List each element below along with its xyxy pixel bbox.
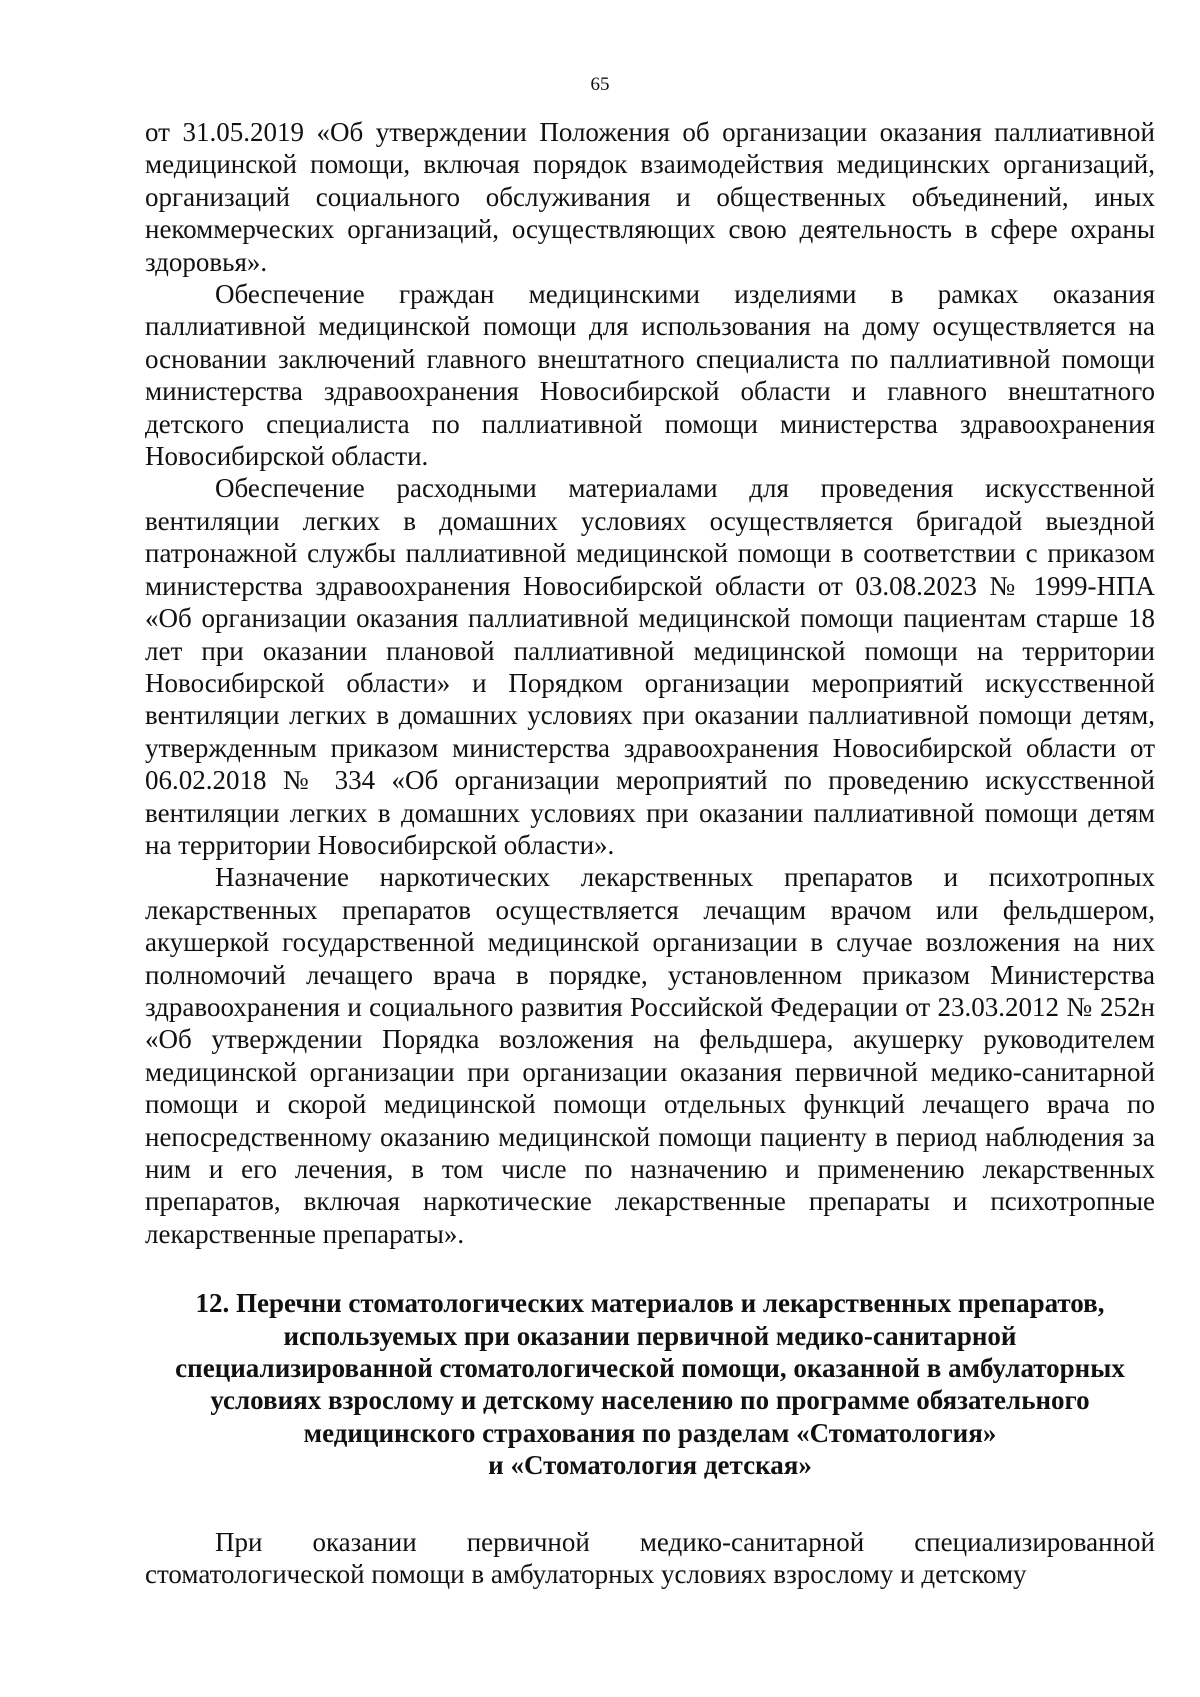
page-number: 65 (590, 74, 610, 95)
section-heading-line: 12. Перечни стоматологических материалов и лекарственных препаратов, (195, 1288, 1105, 1319)
paragraph-dental-care: При оказании первичной медико-санитарной специализированной стоматологической помощи в амбулаторных условиях взрослому и детскому (145, 1526, 1155, 1590)
document-body (145, 116, 1155, 1590)
section-heading-line: используемых при оказании первичной медико-санитарной (283, 1320, 1017, 1351)
section-heading-line: медицинского страхования по разделам «Стоматология» (303, 1417, 997, 1448)
section-heading-line: и «Стоматология детская» (488, 1450, 812, 1481)
paragraph-narcotic-prescription: Назначение наркотических лекарственных препаратов и психотропных лекарственных препаратов осуществляется лечащим врачом или фельдшером, акушеркой государственной медицинской организации в случае возложения на них полномочий лечащего врача в порядке, установленном приказом Министерства здравоохранения и социального развития Российской Федерации от 23.03.2012 № 252н «Об утверждении Порядка возложения на фельдшера, акушерку руководителем медицинской организации при организации оказания первичной медико-санитарной помощи и скорой медицинской помощи отдельных функций лечащего врача по непосредственному оказанию медицинской помощи пациенту в период наблюдения за ним и его лечения, в том числе по назначению и применению лекарственных препаратов, включая наркотические лекарственные препараты и психотропные лекарственные препараты». (145, 862, 1155, 1249)
paragraph-continuation: от 31.05.2019 «Об утверждении Положения об организации оказания паллиативной медицинской помощи, включая порядок взаимодействия медицинских организаций, организаций социального обслуживания и общественных объединений, иных некоммерческих организаций, осуществляющих свою деятельность в сфере охраны здоровья». (145, 117, 1155, 277)
section-heading-line: специализированной стоматологической помощи, оказанной в амбулаторных (175, 1353, 1125, 1384)
section-heading (145, 1287, 1155, 1481)
section-heading-line: условиях взрослому и детскому населению по программе обязательного (210, 1385, 1090, 1416)
paragraph-ventilation-supplies: Обеспечение расходными материалами для проведения искусственной вентиляции легких в домашних условиях осуществляется бригадой выездной патронажной службы паллиативной медицинской помощи в соответствии с приказом министерства здравоохранения Новосибирской области от 03.08.2023 № 1999-НПА «Об организации оказания паллиативной медицинской помощи пациентам старше 18 лет при оказании плановой паллиативной медицинской помощи на территории Новосибирской области» и Порядком организации мероприятий искусственной вентиляции легких в домашних условиях при оказании паллиативной помощи детям, утвержденным приказом министерства здравоохранения Новосибирской области от 06.02.2018 № 334 «Об организации мероприятий по проведению искусственной вентиляции легких в домашних условиях при оказании паллиативной помощи детям на территории Новосибирской области». (145, 473, 1155, 860)
paragraph-medical-devices: Обеспечение граждан медицинскими изделиями в рамках оказания паллиативной медицинской помощи для использования на дому осуществляется на основании заключений главного внештатного специалиста по паллиативной помощи министерства здравоохранения Новосибирской области и главного внештатного детского специалиста по паллиативной помощи министерства здравоохранения Новосибирской области. (145, 279, 1155, 472)
